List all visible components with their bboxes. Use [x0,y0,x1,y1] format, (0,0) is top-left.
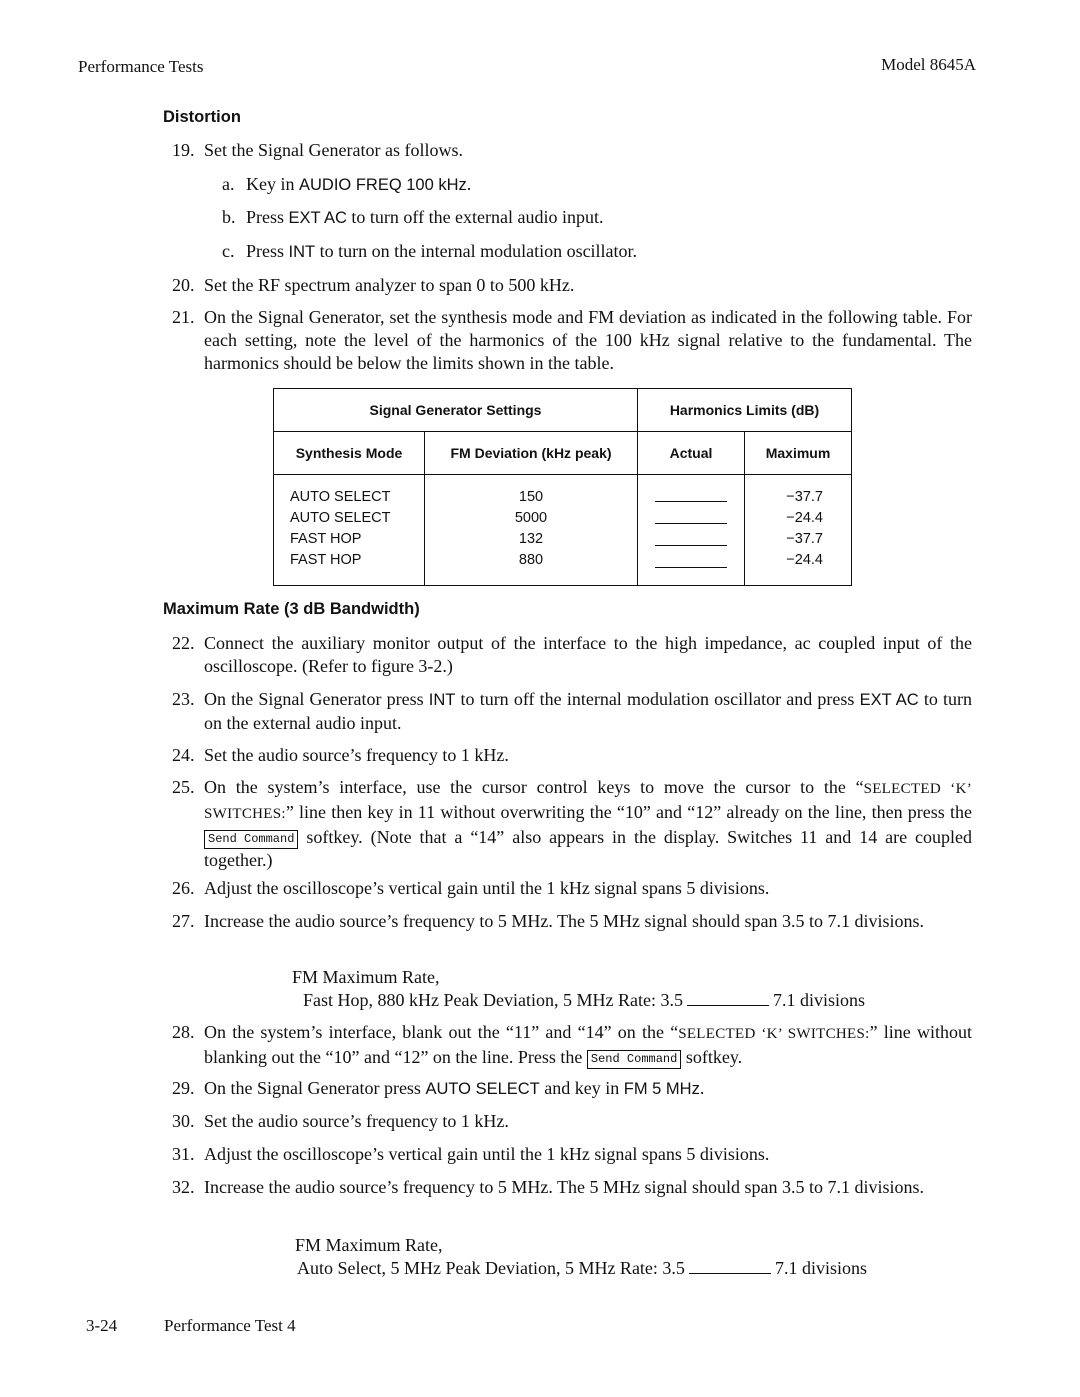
step-text: Adjust the oscilloscope’s vertical gain until the 1 kHz signal spans 5 divisions. [204,878,770,898]
column-header-actual: Actual [638,432,745,475]
step-text: Adjust the oscilloscope’s vertical gain until the 1 kHz signal spans 5 divisions. [204,1144,770,1164]
step-19 [172,139,972,162]
substep-letter: c. [222,241,235,261]
step-number: 29. [172,1078,195,1098]
step-number: 21. [172,307,195,327]
running-header-left: Performance Tests [78,57,204,76]
table-cell: FAST HOP [290,531,362,547]
table-cell: AUTO SELECT [290,510,391,526]
step-text: On the Signal Generator press AUTO SELECT and key in FM 5 MHz. [204,1078,705,1098]
table-cell: −24.4 [786,510,823,526]
section-heading-maximum-rate: Maximum Rate (3 dB Bandwidth) [163,600,420,618]
step-text: On the system’s interface, blank out the “11” and “14” on the “SELECTED ‘K’ SWITCHES:” line without blanking out the “10” and “12” on the line. Press the Send Command softkey. [204,1022,972,1067]
step-text: Set the audio source’s frequency to 1 kHz. [204,1111,509,1131]
step-28 [172,1021,972,1069]
rate-entry-fast-hop-label: FM Maximum Rate, [292,967,440,987]
rate-entry-auto-select [297,1257,969,1280]
column-header-deviation: FM Deviation (kHz peak) [425,432,638,475]
step-23 [172,688,972,735]
blank-entry [638,553,744,575]
group-header-limits: Harmonics Limits (dB) [638,389,852,432]
step-number: 28. [172,1022,195,1042]
step-number: 27. [172,911,195,931]
step-30 [172,1110,972,1133]
substep-text: Press [246,207,289,227]
step-27 [172,910,972,933]
key-label: FM 5 MHz [623,1080,700,1098]
step-25 [172,776,972,872]
table-cell: FAST HOP [290,552,362,568]
step-32 [172,1176,972,1199]
step-20 [172,274,972,297]
rate-description: Fast Hop, 880 kHz Peak Deviation, 5 MHz Rate: 3.5 [303,990,683,1010]
key-label: EXT AC [859,691,919,709]
step-text: Increase the audio source’s frequency to 5 MHz. The 5 MHz signal should span 3.5 to 7.1 divisions. [204,1177,925,1197]
column-header-mode: Synthesis Mode [274,432,425,475]
substep-text: . [466,174,472,194]
display-line-label: SELECTED ‘K’ SWITCHES: [678,1026,870,1042]
step-19c [222,240,637,264]
page-number: 3-24 [86,1316,118,1335]
rate-entry-fast-hop [303,989,968,1012]
group-header-settings: Signal Generator Settings [274,389,638,432]
table-cell: AUTO SELECT [290,489,391,505]
table-column-header-row [274,432,852,475]
running-header-right: Model 8645A [881,55,976,74]
footer-title: Performance Test 4 [164,1316,296,1335]
step-24 [172,744,972,767]
table-cell: 5000 [514,510,548,526]
column-header-maximum: Maximum [745,432,852,475]
rate-description: Auto Select, 5 MHz Peak Deviation, 5 MHz Rate: 3.5 [297,1258,685,1278]
step-text: Set the audio source’s frequency to 1 kHz. [204,745,509,765]
maximum-column [745,475,852,586]
step-number: 32. [172,1177,195,1197]
send-command-softkey: Send Command [204,830,298,849]
step-22 [172,632,972,678]
step-number: 30. [172,1111,195,1131]
table-cell: −24.4 [786,552,823,568]
harmonics-table [273,388,852,586]
table-body-row [274,475,852,586]
rate-limit: 7.1 divisions [774,1258,867,1278]
step-31 [172,1143,972,1166]
table-group-header-row [274,389,852,432]
rate-limit: 7.1 divisions [772,990,865,1010]
step-number: 23. [172,689,195,709]
substep-text: to turn off the external audio input. [346,207,604,227]
section-heading-distortion: Distortion [163,108,241,126]
blank-entry [638,509,744,531]
step-text: On the Signal Generator, set the synthesis mode and FM deviation as indicated in the following table. For each setting, note the level of the harmonics of the 100 kHz signal relative to the fundamental. The harmonics should be below the limits shown in the table. [204,307,972,373]
table-cell: 150 [518,489,544,505]
step-19a [222,173,471,197]
send-command-softkey: Send Command [587,1050,681,1069]
substep-text: Key in [246,174,299,194]
key-label: AUDIO FREQ 100 kHz [299,176,467,194]
key-label: AUTO SELECT [425,1080,540,1098]
actual-column [638,475,745,586]
substep-text: to turn on the internal modulation oscillator. [315,241,638,261]
rate-blank [689,1259,771,1274]
key-label: EXT AC [288,209,347,227]
step-text: Increase the audio source’s frequency to 5 MHz. The 5 MHz signal should span 3.5 to 7.1 divisions. [204,911,925,931]
deviation-column [425,475,638,586]
blank-entry [638,487,744,509]
step-number: 22. [172,633,195,653]
step-text: On the Signal Generator press INT to turn off the internal modulation oscillator and press EXT AC to turn on the external audio input. [204,689,972,733]
step-text: Set the Signal Generator as follows. [204,140,463,160]
step-26 [172,877,972,900]
step-21 [172,306,972,375]
step-29 [172,1077,972,1101]
step-text: Set the RF spectrum analyzer to span 0 to 500 kHz. [204,275,575,295]
substep-letter: b. [222,207,236,227]
rate-entry-auto-select-label: FM Maximum Rate, [295,1235,443,1255]
table-cell: −37.7 [786,489,823,505]
step-number: 31. [172,1144,195,1164]
step-number: 19. [172,140,195,160]
step-19b [222,206,604,230]
step-number: 26. [172,878,195,898]
key-label: INT [428,691,456,709]
step-number: 24. [172,745,195,765]
step-number: 25. [172,777,195,797]
blank-entry [638,531,744,553]
rate-blank [687,991,769,1006]
step-text: On the system’s interface, use the cursor control keys to move the cursor to the “SELECTED ‘K’ SWITCHES:” line then key in 11 without overwriting the “10” and “12” already on the line, then press the Send Command softkey. (Note that a “14” also appears in the display. Switches 11 and 14 are coupled together.) [204,777,972,870]
table-cell: 880 [518,552,544,568]
table-cell: −37.7 [786,531,823,547]
substep-letter: a. [222,174,235,194]
mode-column [274,475,425,586]
step-number: 20. [172,275,195,295]
step-text: Connect the auxiliary monitor output of the interface to the high impedance, ac coupled input of the oscilloscope. (Refer to figure 3-2.) [204,633,972,676]
key-label: INT [288,243,316,261]
table-cell: 132 [518,531,544,547]
display-line-label: SELECTED ‘K’ SWITCHES: [204,781,972,822]
substep-text: Press [246,241,289,261]
